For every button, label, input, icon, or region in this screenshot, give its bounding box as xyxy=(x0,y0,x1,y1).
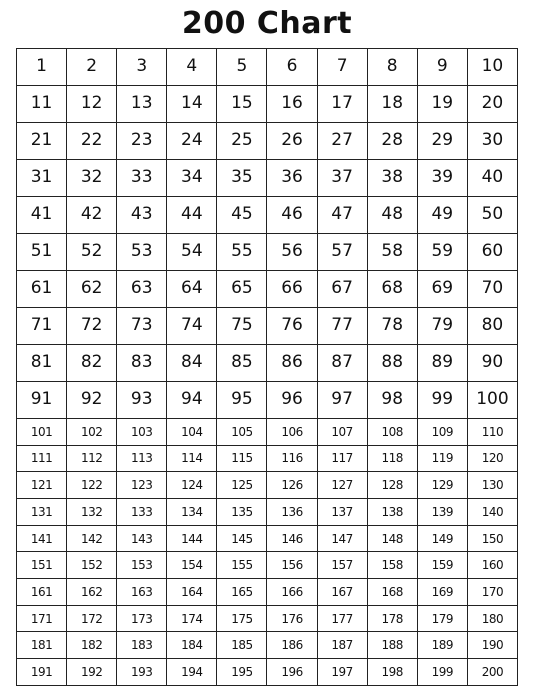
number-cell: 82 xyxy=(67,344,117,381)
number-cell: 189 xyxy=(417,632,467,659)
number-cell: 170 xyxy=(467,579,517,606)
number-cell: 13 xyxy=(117,85,167,122)
number-cell: 9 xyxy=(417,49,467,86)
number-cell: 90 xyxy=(467,344,517,381)
number-cell: 135 xyxy=(217,498,267,525)
number-cell: 76 xyxy=(267,307,317,344)
number-cell: 3 xyxy=(117,49,167,86)
chart-row xyxy=(17,659,518,686)
chart-row xyxy=(17,159,518,196)
chart-row xyxy=(17,498,518,525)
number-cell: 23 xyxy=(117,122,167,159)
number-cell: 132 xyxy=(67,498,117,525)
number-cell: 40 xyxy=(467,159,517,196)
number-cell: 147 xyxy=(317,525,367,552)
number-cell: 84 xyxy=(167,344,217,381)
number-cell: 65 xyxy=(217,270,267,307)
number-cell: 54 xyxy=(167,233,217,270)
number-cell: 33 xyxy=(117,159,167,196)
number-cell: 12 xyxy=(67,85,117,122)
number-cell: 73 xyxy=(117,307,167,344)
number-cell: 138 xyxy=(367,498,417,525)
number-cell: 173 xyxy=(117,605,167,632)
number-cell: 1 xyxy=(17,49,67,86)
number-cell: 148 xyxy=(367,525,417,552)
number-cell: 71 xyxy=(17,307,67,344)
number-cell: 191 xyxy=(17,659,67,686)
number-cell: 126 xyxy=(267,472,317,499)
number-cell: 37 xyxy=(317,159,367,196)
number-cell: 99 xyxy=(417,381,467,418)
number-cell: 8 xyxy=(367,49,417,86)
number-cell: 92 xyxy=(67,381,117,418)
number-cell: 21 xyxy=(17,122,67,159)
number-cell: 143 xyxy=(117,525,167,552)
number-cell: 43 xyxy=(117,196,167,233)
number-cell: 121 xyxy=(17,472,67,499)
number-cell: 127 xyxy=(317,472,367,499)
chart-row xyxy=(17,122,518,159)
number-cell: 171 xyxy=(17,605,67,632)
number-cell: 113 xyxy=(117,445,167,472)
number-cell: 102 xyxy=(67,418,117,445)
number-cell: 112 xyxy=(67,445,117,472)
number-cell: 175 xyxy=(217,605,267,632)
number-cell: 123 xyxy=(117,472,167,499)
number-cell: 30 xyxy=(467,122,517,159)
number-cell: 196 xyxy=(267,659,317,686)
number-cell: 35 xyxy=(217,159,267,196)
number-cell: 66 xyxy=(267,270,317,307)
number-cell: 14 xyxy=(167,85,217,122)
chart-row xyxy=(17,552,518,579)
chart-row xyxy=(17,49,518,86)
number-cell: 51 xyxy=(17,233,67,270)
number-cell: 187 xyxy=(317,632,367,659)
number-cell: 186 xyxy=(267,632,317,659)
number-cell: 75 xyxy=(217,307,267,344)
number-cell: 198 xyxy=(367,659,417,686)
number-cell: 115 xyxy=(217,445,267,472)
number-cell: 68 xyxy=(367,270,417,307)
number-cell: 88 xyxy=(367,344,417,381)
number-cell: 145 xyxy=(217,525,267,552)
number-cell: 159 xyxy=(417,552,467,579)
chart-row xyxy=(17,525,518,552)
number-cell: 41 xyxy=(17,196,67,233)
number-cell: 193 xyxy=(117,659,167,686)
number-cell: 67 xyxy=(317,270,367,307)
number-cell: 32 xyxy=(67,159,117,196)
number-cell: 81 xyxy=(17,344,67,381)
number-cell: 114 xyxy=(167,445,217,472)
number-cell: 79 xyxy=(417,307,467,344)
number-cell: 185 xyxy=(217,632,267,659)
chart-row xyxy=(17,445,518,472)
number-cell: 87 xyxy=(317,344,367,381)
number-cell: 199 xyxy=(417,659,467,686)
number-cell: 25 xyxy=(217,122,267,159)
number-cell: 31 xyxy=(17,159,67,196)
number-cell: 62 xyxy=(67,270,117,307)
number-cell: 141 xyxy=(17,525,67,552)
number-cell: 108 xyxy=(367,418,417,445)
number-cell: 160 xyxy=(467,552,517,579)
number-cell: 119 xyxy=(417,445,467,472)
number-cell: 93 xyxy=(117,381,167,418)
number-cell: 15 xyxy=(217,85,267,122)
number-cell: 118 xyxy=(367,445,417,472)
number-chart-table xyxy=(16,48,518,686)
number-cell: 95 xyxy=(217,381,267,418)
number-cell: 180 xyxy=(467,605,517,632)
number-cell: 38 xyxy=(367,159,417,196)
number-cell: 162 xyxy=(67,579,117,606)
number-cell: 192 xyxy=(67,659,117,686)
number-cell: 149 xyxy=(417,525,467,552)
chart-row xyxy=(17,344,518,381)
number-cell: 133 xyxy=(117,498,167,525)
number-cell: 200 xyxy=(467,659,517,686)
number-cell: 158 xyxy=(367,552,417,579)
number-cell: 169 xyxy=(417,579,467,606)
number-cell: 190 xyxy=(467,632,517,659)
chart-row xyxy=(17,605,518,632)
number-cell: 74 xyxy=(167,307,217,344)
number-cell: 116 xyxy=(267,445,317,472)
number-cell: 55 xyxy=(217,233,267,270)
number-cell: 58 xyxy=(367,233,417,270)
number-cell: 164 xyxy=(167,579,217,606)
number-cell: 181 xyxy=(17,632,67,659)
number-cell: 27 xyxy=(317,122,367,159)
number-cell: 152 xyxy=(67,552,117,579)
number-cell: 17 xyxy=(317,85,367,122)
number-cell: 63 xyxy=(117,270,167,307)
number-cell: 184 xyxy=(167,632,217,659)
chart-row xyxy=(17,196,518,233)
number-cell: 195 xyxy=(217,659,267,686)
number-cell: 156 xyxy=(267,552,317,579)
number-cell: 142 xyxy=(67,525,117,552)
number-cell: 139 xyxy=(417,498,467,525)
number-cell: 89 xyxy=(417,344,467,381)
number-cell: 153 xyxy=(117,552,167,579)
number-cell: 167 xyxy=(317,579,367,606)
number-cell: 72 xyxy=(67,307,117,344)
number-cell: 60 xyxy=(467,233,517,270)
number-cell: 11 xyxy=(17,85,67,122)
chart-row xyxy=(17,579,518,606)
number-cell: 194 xyxy=(167,659,217,686)
number-cell: 137 xyxy=(317,498,367,525)
number-cell: 45 xyxy=(217,196,267,233)
number-cell: 83 xyxy=(117,344,167,381)
number-cell: 168 xyxy=(367,579,417,606)
number-cell: 188 xyxy=(367,632,417,659)
number-cell: 44 xyxy=(167,196,217,233)
number-cell: 22 xyxy=(67,122,117,159)
number-cell: 6 xyxy=(267,49,317,86)
number-chart-body xyxy=(17,49,518,686)
number-cell: 136 xyxy=(267,498,317,525)
number-cell: 120 xyxy=(467,445,517,472)
number-cell: 18 xyxy=(367,85,417,122)
number-cell: 104 xyxy=(167,418,217,445)
number-cell: 91 xyxy=(17,381,67,418)
number-cell: 157 xyxy=(317,552,367,579)
number-cell: 50 xyxy=(467,196,517,233)
number-cell: 19 xyxy=(417,85,467,122)
number-cell: 155 xyxy=(217,552,267,579)
number-cell: 176 xyxy=(267,605,317,632)
chart-row xyxy=(17,270,518,307)
number-cell: 53 xyxy=(117,233,167,270)
number-cell: 69 xyxy=(417,270,467,307)
number-cell: 111 xyxy=(17,445,67,472)
number-cell: 125 xyxy=(217,472,267,499)
number-cell: 70 xyxy=(467,270,517,307)
page-title: 200 Chart xyxy=(181,6,353,41)
number-cell: 165 xyxy=(217,579,267,606)
number-cell: 29 xyxy=(417,122,467,159)
number-cell: 56 xyxy=(267,233,317,270)
number-cell: 129 xyxy=(417,472,467,499)
number-cell: 128 xyxy=(367,472,417,499)
number-cell: 77 xyxy=(317,307,367,344)
number-cell: 2 xyxy=(67,49,117,86)
number-cell: 117 xyxy=(317,445,367,472)
number-cell: 177 xyxy=(317,605,367,632)
number-cell: 101 xyxy=(17,418,67,445)
number-cell: 146 xyxy=(267,525,317,552)
number-cell: 105 xyxy=(217,418,267,445)
number-cell: 52 xyxy=(67,233,117,270)
number-cell: 197 xyxy=(317,659,367,686)
number-cell: 24 xyxy=(167,122,217,159)
number-cell: 106 xyxy=(267,418,317,445)
number-cell: 49 xyxy=(417,196,467,233)
number-cell: 166 xyxy=(267,579,317,606)
number-cell: 124 xyxy=(167,472,217,499)
number-cell: 100 xyxy=(467,381,517,418)
number-cell: 134 xyxy=(167,498,217,525)
chart-row xyxy=(17,632,518,659)
chart-row xyxy=(17,233,518,270)
chart-row xyxy=(17,307,518,344)
number-cell: 61 xyxy=(17,270,67,307)
number-cell: 59 xyxy=(417,233,467,270)
number-cell: 94 xyxy=(167,381,217,418)
number-cell: 122 xyxy=(67,472,117,499)
number-cell: 174 xyxy=(167,605,217,632)
number-cell: 7 xyxy=(317,49,367,86)
number-cell: 4 xyxy=(167,49,217,86)
number-cell: 154 xyxy=(167,552,217,579)
number-cell: 140 xyxy=(467,498,517,525)
number-cell: 34 xyxy=(167,159,217,196)
number-cell: 42 xyxy=(67,196,117,233)
number-cell: 78 xyxy=(367,307,417,344)
number-cell: 178 xyxy=(367,605,417,632)
number-cell: 36 xyxy=(267,159,317,196)
number-cell: 179 xyxy=(417,605,467,632)
number-cell: 10 xyxy=(467,49,517,86)
number-cell: 47 xyxy=(317,196,367,233)
number-cell: 161 xyxy=(17,579,67,606)
number-cell: 182 xyxy=(67,632,117,659)
number-cell: 57 xyxy=(317,233,367,270)
chart-row xyxy=(17,418,518,445)
number-cell: 131 xyxy=(17,498,67,525)
number-cell: 163 xyxy=(117,579,167,606)
chart-row xyxy=(17,381,518,418)
number-cell: 85 xyxy=(217,344,267,381)
number-cell: 28 xyxy=(367,122,417,159)
number-cell: 103 xyxy=(117,418,167,445)
number-cell: 16 xyxy=(267,85,317,122)
number-cell: 144 xyxy=(167,525,217,552)
number-cell: 5 xyxy=(217,49,267,86)
number-cell: 107 xyxy=(317,418,367,445)
number-cell: 151 xyxy=(17,552,67,579)
number-cell: 80 xyxy=(467,307,517,344)
number-cell: 46 xyxy=(267,196,317,233)
number-cell: 172 xyxy=(67,605,117,632)
number-cell: 39 xyxy=(417,159,467,196)
number-cell: 109 xyxy=(417,418,467,445)
number-cell: 86 xyxy=(267,344,317,381)
number-cell: 183 xyxy=(117,632,167,659)
number-cell: 150 xyxy=(467,525,517,552)
number-cell: 110 xyxy=(467,418,517,445)
number-cell: 64 xyxy=(167,270,217,307)
number-cell: 48 xyxy=(367,196,417,233)
number-cell: 20 xyxy=(467,85,517,122)
chart-row xyxy=(17,85,518,122)
number-cell: 97 xyxy=(317,381,367,418)
number-cell: 26 xyxy=(267,122,317,159)
number-cell: 96 xyxy=(267,381,317,418)
number-cell: 130 xyxy=(467,472,517,499)
chart-row xyxy=(17,472,518,499)
number-cell: 98 xyxy=(367,381,417,418)
